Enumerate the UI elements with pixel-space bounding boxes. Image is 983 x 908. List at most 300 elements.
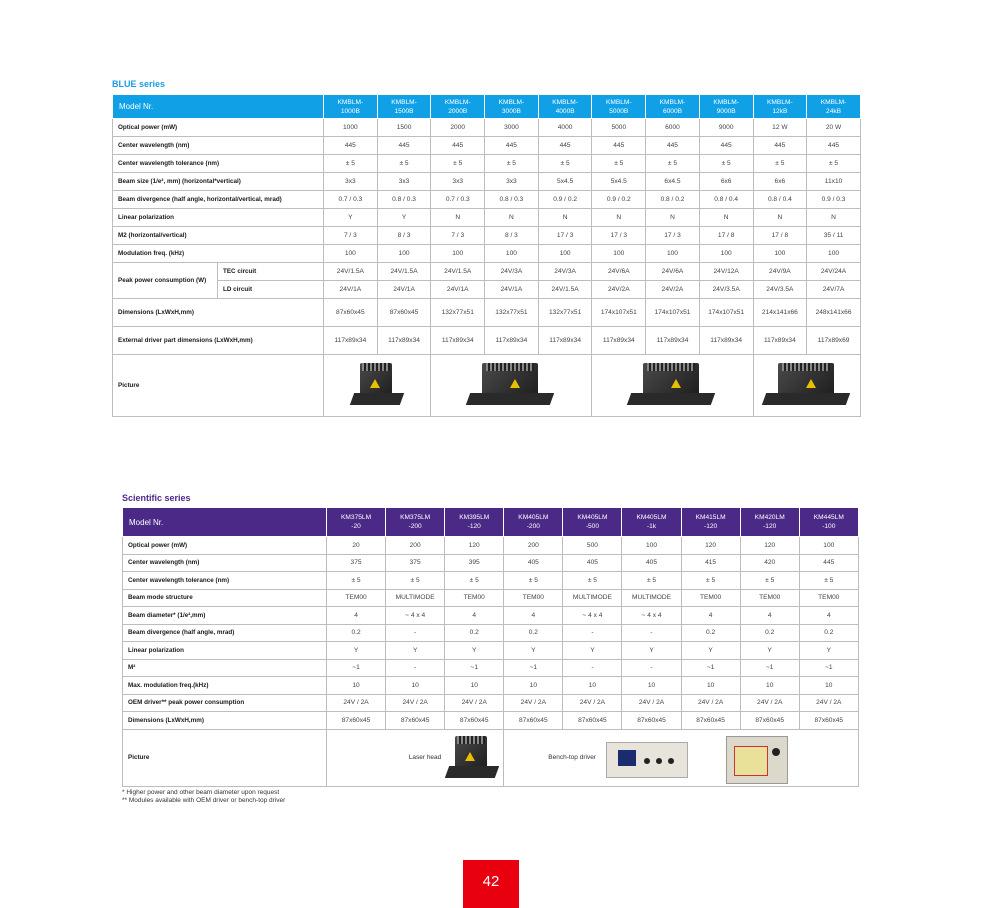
cell-value: ± 5	[445, 572, 504, 590]
driver-knob-icon	[656, 758, 662, 764]
model-name: KM405LM	[636, 514, 667, 521]
model-name: KM420LM	[754, 514, 785, 521]
cell-value: 24V/3.5A	[699, 281, 753, 299]
cell-value: 6x4.5	[646, 173, 700, 191]
cell-value: 117x89x34	[324, 327, 378, 355]
cell-value: 248x141x66	[807, 299, 861, 327]
model-header	[324, 95, 378, 119]
cell-value: 445	[324, 137, 378, 155]
cell-value: 24V/1A	[324, 281, 378, 299]
cell-value: ± 5	[699, 155, 753, 173]
bench-top-driver-image	[724, 732, 788, 784]
cell-value: ± 5	[485, 155, 539, 173]
cell-value: ± 5	[563, 572, 622, 590]
laser-module-image	[466, 359, 556, 411]
table-row-tec	[113, 263, 861, 281]
cell-value: 0.9 / 0.3	[807, 191, 861, 209]
cell-value: Y	[681, 642, 740, 660]
cell-value: 405	[563, 554, 622, 572]
model-header	[753, 95, 807, 119]
cell-value: 10	[504, 677, 563, 695]
model-suffix: 6000B	[662, 107, 683, 115]
model-suffix: -100	[822, 523, 836, 530]
cell-value: 445	[431, 137, 485, 155]
cell-value: 120	[681, 537, 740, 555]
cell-value: 445	[807, 137, 861, 155]
cell-value: 24V / 2A	[563, 694, 622, 712]
cell-value: 17 / 3	[646, 227, 700, 245]
picture-cell	[324, 355, 431, 417]
cell-value: 20 W	[807, 119, 861, 137]
model-header	[622, 508, 681, 537]
model-header	[538, 95, 592, 119]
row-label: Beam divergence (half angle, mrad)	[123, 624, 327, 642]
cell-value: 445	[377, 137, 431, 155]
cell-value: 5000	[592, 119, 646, 137]
cell-value: 0.2	[327, 624, 386, 642]
cell-value: 3000	[485, 119, 539, 137]
cell-value: 24V / 2A	[740, 694, 799, 712]
laser-module-image	[445, 732, 499, 784]
cell-value: Y	[799, 642, 858, 660]
cell-value: 0.2	[740, 624, 799, 642]
laser-module-image	[627, 359, 717, 411]
driver-screen-shape	[734, 746, 768, 776]
cell-value: 24V / 2A	[386, 694, 445, 712]
model-header	[699, 95, 753, 119]
cell-value: TEM00	[799, 589, 858, 607]
laser-base-shape	[445, 766, 499, 778]
cell-value: 20	[327, 537, 386, 555]
cell-value: 3x3	[324, 173, 378, 191]
cell-value: 7 / 3	[431, 227, 485, 245]
picture-cell-laser-head	[327, 729, 504, 786]
cell-value: 117x89x34	[753, 327, 807, 355]
row-label: Dimensions (LxWxH,mm)	[113, 299, 324, 327]
cell-value: ± 5	[646, 155, 700, 173]
cell-value: 117x89x69	[807, 327, 861, 355]
row-label: Center wavelength (nm)	[123, 554, 327, 572]
cell-value: 24V/6A	[592, 263, 646, 281]
model-suffix: 2000B	[448, 107, 468, 115]
cell-value: 24V/2A	[592, 281, 646, 299]
row-label: Picture	[113, 355, 324, 417]
cell-value: 100	[622, 537, 681, 555]
cell-value: ~1	[740, 659, 799, 677]
model-header	[807, 95, 861, 119]
cell-value: 445	[592, 137, 646, 155]
table-row	[123, 642, 859, 660]
cell-value: 24V / 2A	[681, 694, 740, 712]
cell-value: ± 5	[753, 155, 807, 173]
cell-value: 4	[327, 607, 386, 625]
model-header	[681, 508, 740, 537]
cell-value: 200	[504, 537, 563, 555]
cell-value: 10	[622, 677, 681, 695]
model-header	[740, 508, 799, 537]
cell-value: 24V / 2A	[445, 694, 504, 712]
cell-value: 120	[445, 537, 504, 555]
model-suffix: -200	[526, 523, 540, 530]
bench-driver-caption: Bench-top driver	[548, 754, 596, 761]
cell-value: 117x89x34	[538, 327, 592, 355]
cell-value: N	[538, 209, 592, 227]
cell-value: 35 / 11	[807, 227, 861, 245]
cell-value: 87x60x45	[327, 712, 386, 730]
cell-value: 375	[327, 554, 386, 572]
cell-value: 24V/9A	[753, 263, 807, 281]
cell-value: 100	[485, 245, 539, 263]
cell-value: 405	[622, 554, 681, 572]
cell-value: 24V/3.5A	[753, 281, 807, 299]
cell-value: ± 5	[431, 155, 485, 173]
cell-value: 11x10	[807, 173, 861, 191]
cell-value: 2000	[431, 119, 485, 137]
cell-value: 24V/7A	[807, 281, 861, 299]
model-header	[377, 95, 431, 119]
cell-value: 24V/1A	[377, 281, 431, 299]
footnotes	[122, 789, 285, 805]
cell-value: Y	[622, 642, 681, 660]
cell-value: 1000	[324, 119, 378, 137]
laser-warn-shape	[671, 379, 681, 388]
cell-value: 445	[485, 137, 539, 155]
model-header	[563, 508, 622, 537]
model-name: KM405LM	[518, 514, 549, 521]
laser-warn-shape	[806, 379, 816, 388]
table-row	[123, 537, 859, 555]
row-label: Beam size (1/e², mm) (horizontal*vertical)	[113, 173, 324, 191]
cell-value: 24V/12A	[699, 263, 753, 281]
model-name: KM405LM	[577, 514, 608, 521]
cell-value: MULTIMODE	[386, 589, 445, 607]
cell-value: -	[563, 659, 622, 677]
cell-value: 445	[538, 137, 592, 155]
cell-value: 117x89x34	[431, 327, 485, 355]
cell-value: N	[807, 209, 861, 227]
row-label: Beam mode structure	[123, 589, 327, 607]
picture-cell	[592, 355, 753, 417]
cell-value: 24V/1A	[431, 281, 485, 299]
cell-value: 87x60x45	[445, 712, 504, 730]
model-header	[504, 508, 563, 537]
table-row	[123, 677, 859, 695]
cell-value: 87x60x45	[681, 712, 740, 730]
cell-value: 0.7 / 0.3	[431, 191, 485, 209]
cell-value: Y	[445, 642, 504, 660]
cell-value: 8 / 3	[485, 227, 539, 245]
model-suffix: -200	[408, 523, 422, 530]
table-row	[113, 327, 861, 355]
cell-value: 87x60x45	[324, 299, 378, 327]
cell-value: 24V / 2A	[799, 694, 858, 712]
cell-value: ~1	[504, 659, 563, 677]
cell-value: 10	[386, 677, 445, 695]
model-name: KMBLM-	[552, 98, 578, 106]
cell-value: N	[699, 209, 753, 227]
laser-module-image	[350, 359, 404, 411]
cell-value: 87x60x45	[386, 712, 445, 730]
cell-value: 117x89x34	[699, 327, 753, 355]
laser-fins-shape	[647, 363, 695, 371]
table-row	[113, 299, 861, 327]
table-row	[113, 155, 861, 173]
model-suffix: 12kB	[772, 107, 788, 115]
cell-value: 415	[681, 554, 740, 572]
cell-value: 117x89x34	[377, 327, 431, 355]
row-label: Modulation freq. (kHz)	[113, 245, 324, 263]
model-name: KM395LM	[459, 514, 490, 521]
laser-module-image	[762, 359, 852, 411]
model-name: KMBLM-	[337, 98, 364, 106]
laser-head-caption: Laser head	[408, 754, 442, 761]
blue-header-row	[113, 95, 861, 119]
cell-value: 24V/3A	[538, 263, 592, 281]
cell-value: 6x6	[753, 173, 807, 191]
row-label: Beam diameter* (1/e²,mm)	[123, 607, 327, 625]
cell-value: 4	[445, 607, 504, 625]
row-label: M²	[123, 659, 327, 677]
cell-value: ± 5	[377, 155, 431, 173]
model-header	[646, 95, 700, 119]
table-row	[113, 245, 861, 263]
table-row	[123, 554, 859, 572]
cell-value: 120	[740, 537, 799, 555]
cell-value: ± 5	[504, 572, 563, 590]
cell-value: 24V/1.5A	[431, 263, 485, 281]
model-suffix: -120	[763, 523, 777, 530]
cell-value: 445	[646, 137, 700, 155]
row-label: External driver part dimensions (LxWxH,mm)	[113, 327, 324, 355]
cell-value: 24V/3A	[485, 263, 539, 281]
model-header	[445, 508, 504, 537]
cell-value: ± 5	[740, 572, 799, 590]
blue-series-title: BLUE series	[112, 79, 166, 89]
model-name: KM375LM	[400, 514, 431, 521]
table-row	[123, 694, 859, 712]
cell-value: 87x60x45	[504, 712, 563, 730]
model-name: KMBLM-	[820, 98, 847, 106]
cell-value: TEM00	[445, 589, 504, 607]
model-header	[485, 95, 539, 119]
laser-warn-shape	[510, 379, 520, 388]
laser-base-shape	[627, 393, 715, 405]
table-row	[123, 712, 859, 730]
cell-value: 0.2	[799, 624, 858, 642]
model-suffix: 5000B	[609, 107, 629, 115]
cell-value: 132x77x51	[431, 299, 485, 327]
driver-knob-icon	[668, 758, 674, 764]
cell-value: 100	[799, 537, 858, 555]
cell-value: 0.2	[681, 624, 740, 642]
cell-value: MULTIMODE	[622, 589, 681, 607]
cell-value: 174x107x51	[646, 299, 700, 327]
model-name: KMBLM-	[605, 98, 632, 106]
cell-value: 4	[504, 607, 563, 625]
model-name: KMBLM-	[391, 98, 417, 106]
driver-knob-icon	[644, 758, 650, 764]
cell-value: Y	[504, 642, 563, 660]
cell-value: 445	[799, 554, 858, 572]
cell-value: 0.8 / 0.3	[377, 191, 431, 209]
scientific-series-table	[122, 508, 859, 787]
cell-value: ± 5	[327, 572, 386, 590]
cell-value: ~ 4 x 4	[622, 607, 681, 625]
row-label: OEM driver** peak power consumption	[123, 694, 327, 712]
row-label: Center wavelength (nm)	[113, 137, 324, 155]
cell-value: 87x60x45	[799, 712, 858, 730]
cell-value: 10	[445, 677, 504, 695]
cell-value: ~1	[681, 659, 740, 677]
model-name: KM375LM	[341, 514, 372, 521]
cell-value: 100	[592, 245, 646, 263]
cell-value: ± 5	[386, 572, 445, 590]
table-row	[123, 572, 859, 590]
cell-value: 87x60x45	[622, 712, 681, 730]
cell-value: 24V / 2A	[327, 694, 386, 712]
cell-value: TEM00	[504, 589, 563, 607]
cell-value: Y	[327, 642, 386, 660]
cell-value: TEM00	[327, 589, 386, 607]
cell-value: 24V/1.5A	[538, 281, 592, 299]
cell-value: ~ 4 x 4	[563, 607, 622, 625]
cell-value: ~ 4 x 4	[386, 607, 445, 625]
cell-value: 10	[799, 677, 858, 695]
laser-fins-shape	[486, 363, 534, 371]
cell-value: ± 5	[592, 155, 646, 173]
laser-warn-shape	[370, 379, 380, 388]
cell-value: 12 W	[753, 119, 807, 137]
cell-value: 4	[799, 607, 858, 625]
cell-value: 445	[753, 137, 807, 155]
cell-value: 24V/1.5A	[324, 263, 378, 281]
cell-value: -	[386, 624, 445, 642]
model-header-label: Model Nr.	[123, 508, 327, 537]
table-row	[123, 589, 859, 607]
model-suffix: 1000B	[340, 107, 360, 115]
cell-value: Y	[563, 642, 622, 660]
model-header-label: Model Nr.	[113, 95, 324, 119]
cell-value: 87x60x45	[377, 299, 431, 327]
cell-value: 10	[740, 677, 799, 695]
table-row	[113, 209, 861, 227]
cell-value: -	[563, 624, 622, 642]
model-header	[327, 508, 386, 537]
cell-value: 0.2	[504, 624, 563, 642]
cell-value: 117x89x34	[592, 327, 646, 355]
cell-value: 395	[445, 554, 504, 572]
cell-value: 3x3	[377, 173, 431, 191]
scientific-header-row	[123, 508, 859, 537]
cell-value: 6000	[646, 119, 700, 137]
cell-value: N	[485, 209, 539, 227]
cell-value: 10	[327, 677, 386, 695]
cell-value: N	[646, 209, 700, 227]
row-label: Beam divergence (half angle, horizontal/vertical, mrad)	[113, 191, 324, 209]
cell-value: TEM00	[681, 589, 740, 607]
driver-knob-icon	[772, 748, 780, 756]
cell-value: 9000	[699, 119, 753, 137]
cell-value: 500	[563, 537, 622, 555]
table-row	[113, 137, 861, 155]
cell-value: 174x107x51	[699, 299, 753, 327]
cell-value: TEM00	[740, 589, 799, 607]
laser-fins-shape	[782, 363, 830, 371]
cell-value: 117x89x34	[485, 327, 539, 355]
cell-value: 5x4.5	[538, 173, 592, 191]
cell-value: -	[386, 659, 445, 677]
cell-value: ± 5	[807, 155, 861, 173]
picture-cell	[753, 355, 860, 417]
sub-row-label: LD circuit	[218, 281, 324, 299]
model-suffix: 9000B	[716, 107, 736, 115]
model-header	[799, 508, 858, 537]
cell-value: N	[753, 209, 807, 227]
row-label: Center wavelength tolerance (nm)	[113, 155, 324, 173]
cell-value: 3x3	[431, 173, 485, 191]
cell-value: 24V/6A	[646, 263, 700, 281]
model-suffix: 1500B	[394, 107, 414, 115]
cell-value: -	[622, 624, 681, 642]
cell-value: 5x4.5	[592, 173, 646, 191]
model-name: KMBLM-	[659, 98, 686, 106]
cell-value: Y	[386, 642, 445, 660]
cell-value: ~1	[445, 659, 504, 677]
model-header	[592, 95, 646, 119]
cell-value: 214x141x66	[753, 299, 807, 327]
cell-value: Y	[324, 209, 378, 227]
cell-value: 3x3	[485, 173, 539, 191]
cell-value: 4	[740, 607, 799, 625]
row-label: Linear polarization	[113, 209, 324, 227]
sub-row-label: TEC circuit	[218, 263, 324, 281]
table-row	[123, 607, 859, 625]
laser-base-shape	[466, 393, 554, 405]
model-suffix: -120	[467, 523, 481, 530]
cell-value: 375	[386, 554, 445, 572]
cell-value: 8 / 3	[377, 227, 431, 245]
cell-value: ± 5	[324, 155, 378, 173]
cell-value: 87x60x45	[563, 712, 622, 730]
laser-base-shape	[350, 393, 404, 405]
laser-fins-shape	[362, 363, 390, 371]
cell-value: 100	[753, 245, 807, 263]
cell-value: 24V/1.5A	[377, 263, 431, 281]
bench-top-driver-image	[604, 736, 688, 780]
cell-value: 4	[681, 607, 740, 625]
cell-value: 17 / 3	[538, 227, 592, 245]
laser-fins-shape	[457, 736, 485, 744]
model-suffix: 24kB	[826, 107, 842, 115]
picture-cell-bench-driver	[504, 729, 859, 786]
model-suffix: -20	[351, 523, 361, 530]
cell-value: 1500	[377, 119, 431, 137]
model-name: KMBLM-	[767, 98, 793, 106]
cell-value: 100	[377, 245, 431, 263]
table-row-ld	[113, 281, 861, 299]
model-suffix: -120	[704, 523, 718, 530]
cell-value: 87x60x45	[740, 712, 799, 730]
table-row	[113, 173, 861, 191]
table-row	[113, 119, 861, 137]
cell-value: 6x6	[699, 173, 753, 191]
cell-value: 174x107x51	[592, 299, 646, 327]
cell-value: 7 / 3	[324, 227, 378, 245]
picture-cell	[431, 355, 592, 417]
cell-value: 10	[681, 677, 740, 695]
table-row	[113, 227, 861, 245]
row-label: Center wavelength tolerance (nm)	[123, 572, 327, 590]
